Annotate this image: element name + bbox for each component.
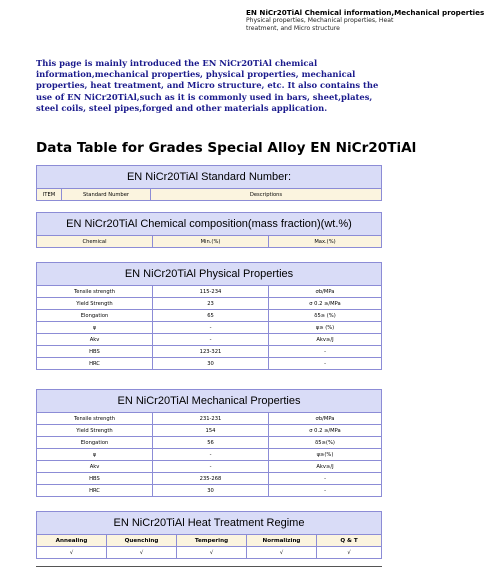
column-header: Min.(%) [153, 236, 269, 248]
table-row [37, 437, 382, 449]
header-title: EN NiCr20TiAl Chemical information,Mechanical properties [246, 8, 484, 17]
cell: σ 0.2 ≥/MPa [269, 425, 382, 437]
table-row [37, 334, 382, 346]
cell: - [153, 449, 269, 461]
cell: 123-321 [153, 346, 269, 358]
cell: - [269, 473, 382, 485]
table-header-row [37, 535, 382, 547]
column-header: ITEM [37, 189, 62, 201]
cell: Tensile strength [37, 413, 153, 425]
table-header-row [37, 236, 382, 248]
table-row [37, 413, 382, 425]
column-header: Q & T [317, 535, 382, 547]
table-row [37, 322, 382, 334]
table-caption: EN NiCr20TiAl Mechanical Properties [37, 390, 382, 413]
table-caption: EN NiCr20TiAl Standard Number: [37, 166, 382, 189]
table-row [37, 358, 382, 370]
page-title: Data Table for Grades Special Alloy EN NiCr20TiAl [36, 140, 417, 156]
cell: Yield Strength [37, 298, 153, 310]
table-row [37, 286, 382, 298]
cell: Elongation [37, 310, 153, 322]
cell: 30 [153, 485, 269, 497]
cell: 23 [153, 298, 269, 310]
header-subtitle: Physical properties, Mechanical properties, Heat treatment, and Micro structure [246, 17, 394, 32]
standard-number-table [36, 165, 382, 201]
cell: - [269, 346, 382, 358]
table-row [37, 547, 382, 559]
table-row [37, 298, 382, 310]
check-cell: √ [37, 547, 107, 559]
column-header: Quenching [107, 535, 177, 547]
column-header: Chemical [37, 236, 153, 248]
table-row [37, 449, 382, 461]
cell: - [269, 358, 382, 370]
table-header-row [37, 189, 382, 201]
cell: - [153, 334, 269, 346]
intro-paragraph: This page is mainly introduced the EN NiCr20TiAl chemical information,mechanical properties, physical properties, mechanical properties, heat treatment, and Micro structure, etc. It also contains the use of EN NiCr20TiAl,such as it is commonly used in bars, sheet,plates, steel coils, steel pipes,forged and other materials application. [36, 58, 379, 113]
table-row [37, 461, 382, 473]
table-caption: EN NiCr20TiAl Heat Treatment Regime [37, 512, 382, 535]
cell: δ5≥(%) [269, 437, 382, 449]
cell: Tensile strength [37, 286, 153, 298]
footer-divider [36, 566, 382, 567]
table-row [37, 473, 382, 485]
check-cell: √ [107, 547, 177, 559]
column-header: Max.(%) [269, 236, 382, 248]
cell: HBS [37, 346, 153, 358]
cell: Elongation [37, 437, 153, 449]
table-row [37, 310, 382, 322]
table-row [37, 346, 382, 358]
cell: Akv≥/J [269, 461, 382, 473]
cell: ψ [37, 322, 153, 334]
column-header: Standard Number [62, 189, 151, 201]
cell: HRC [37, 358, 153, 370]
cell: 115-234 [153, 286, 269, 298]
cell: HRC [37, 485, 153, 497]
cell: 154 [153, 425, 269, 437]
check-cell: √ [177, 547, 247, 559]
cell: ψ≥(%) [269, 449, 382, 461]
cell: δ5≥ (%) [269, 310, 382, 322]
cell: Yield Strength [37, 425, 153, 437]
cell: Akv≥/J [269, 334, 382, 346]
cell: 231-231 [153, 413, 269, 425]
document-header [246, 8, 484, 33]
check-cell: √ [247, 547, 317, 559]
cell: - [269, 485, 382, 497]
cell: σ 0.2 ≥/MPa [269, 298, 382, 310]
cell: ψ [37, 449, 153, 461]
cell: 65 [153, 310, 269, 322]
cell: - [153, 461, 269, 473]
column-header: Tempering [177, 535, 247, 547]
column-header: Annealing [37, 535, 107, 547]
cell: 235-268 [153, 473, 269, 485]
table-row [37, 485, 382, 497]
cell: 30 [153, 358, 269, 370]
check-cell: √ [317, 547, 382, 559]
cell: Akv [37, 461, 153, 473]
physical-properties-table [36, 262, 382, 370]
cell: σb/MPa [269, 413, 382, 425]
column-header: Descriptions [151, 189, 382, 201]
cell: ψ≥ (%) [269, 322, 382, 334]
chemical-composition-table [36, 212, 382, 248]
cell: Akv [37, 334, 153, 346]
table-caption: EN NiCr20TiAl Chemical composition(mass fraction)(wt.%) [37, 213, 382, 236]
cell: 56 [153, 437, 269, 449]
column-header: Normalizing [247, 535, 317, 547]
cell: σb/MPa [269, 286, 382, 298]
cell: - [153, 322, 269, 334]
heat-treatment-table [36, 511, 382, 559]
mechanical-properties-table [36, 389, 382, 497]
table-caption: EN NiCr20TiAl Physical Properties [37, 263, 382, 286]
cell: HBS [37, 473, 153, 485]
table-row [37, 425, 382, 437]
